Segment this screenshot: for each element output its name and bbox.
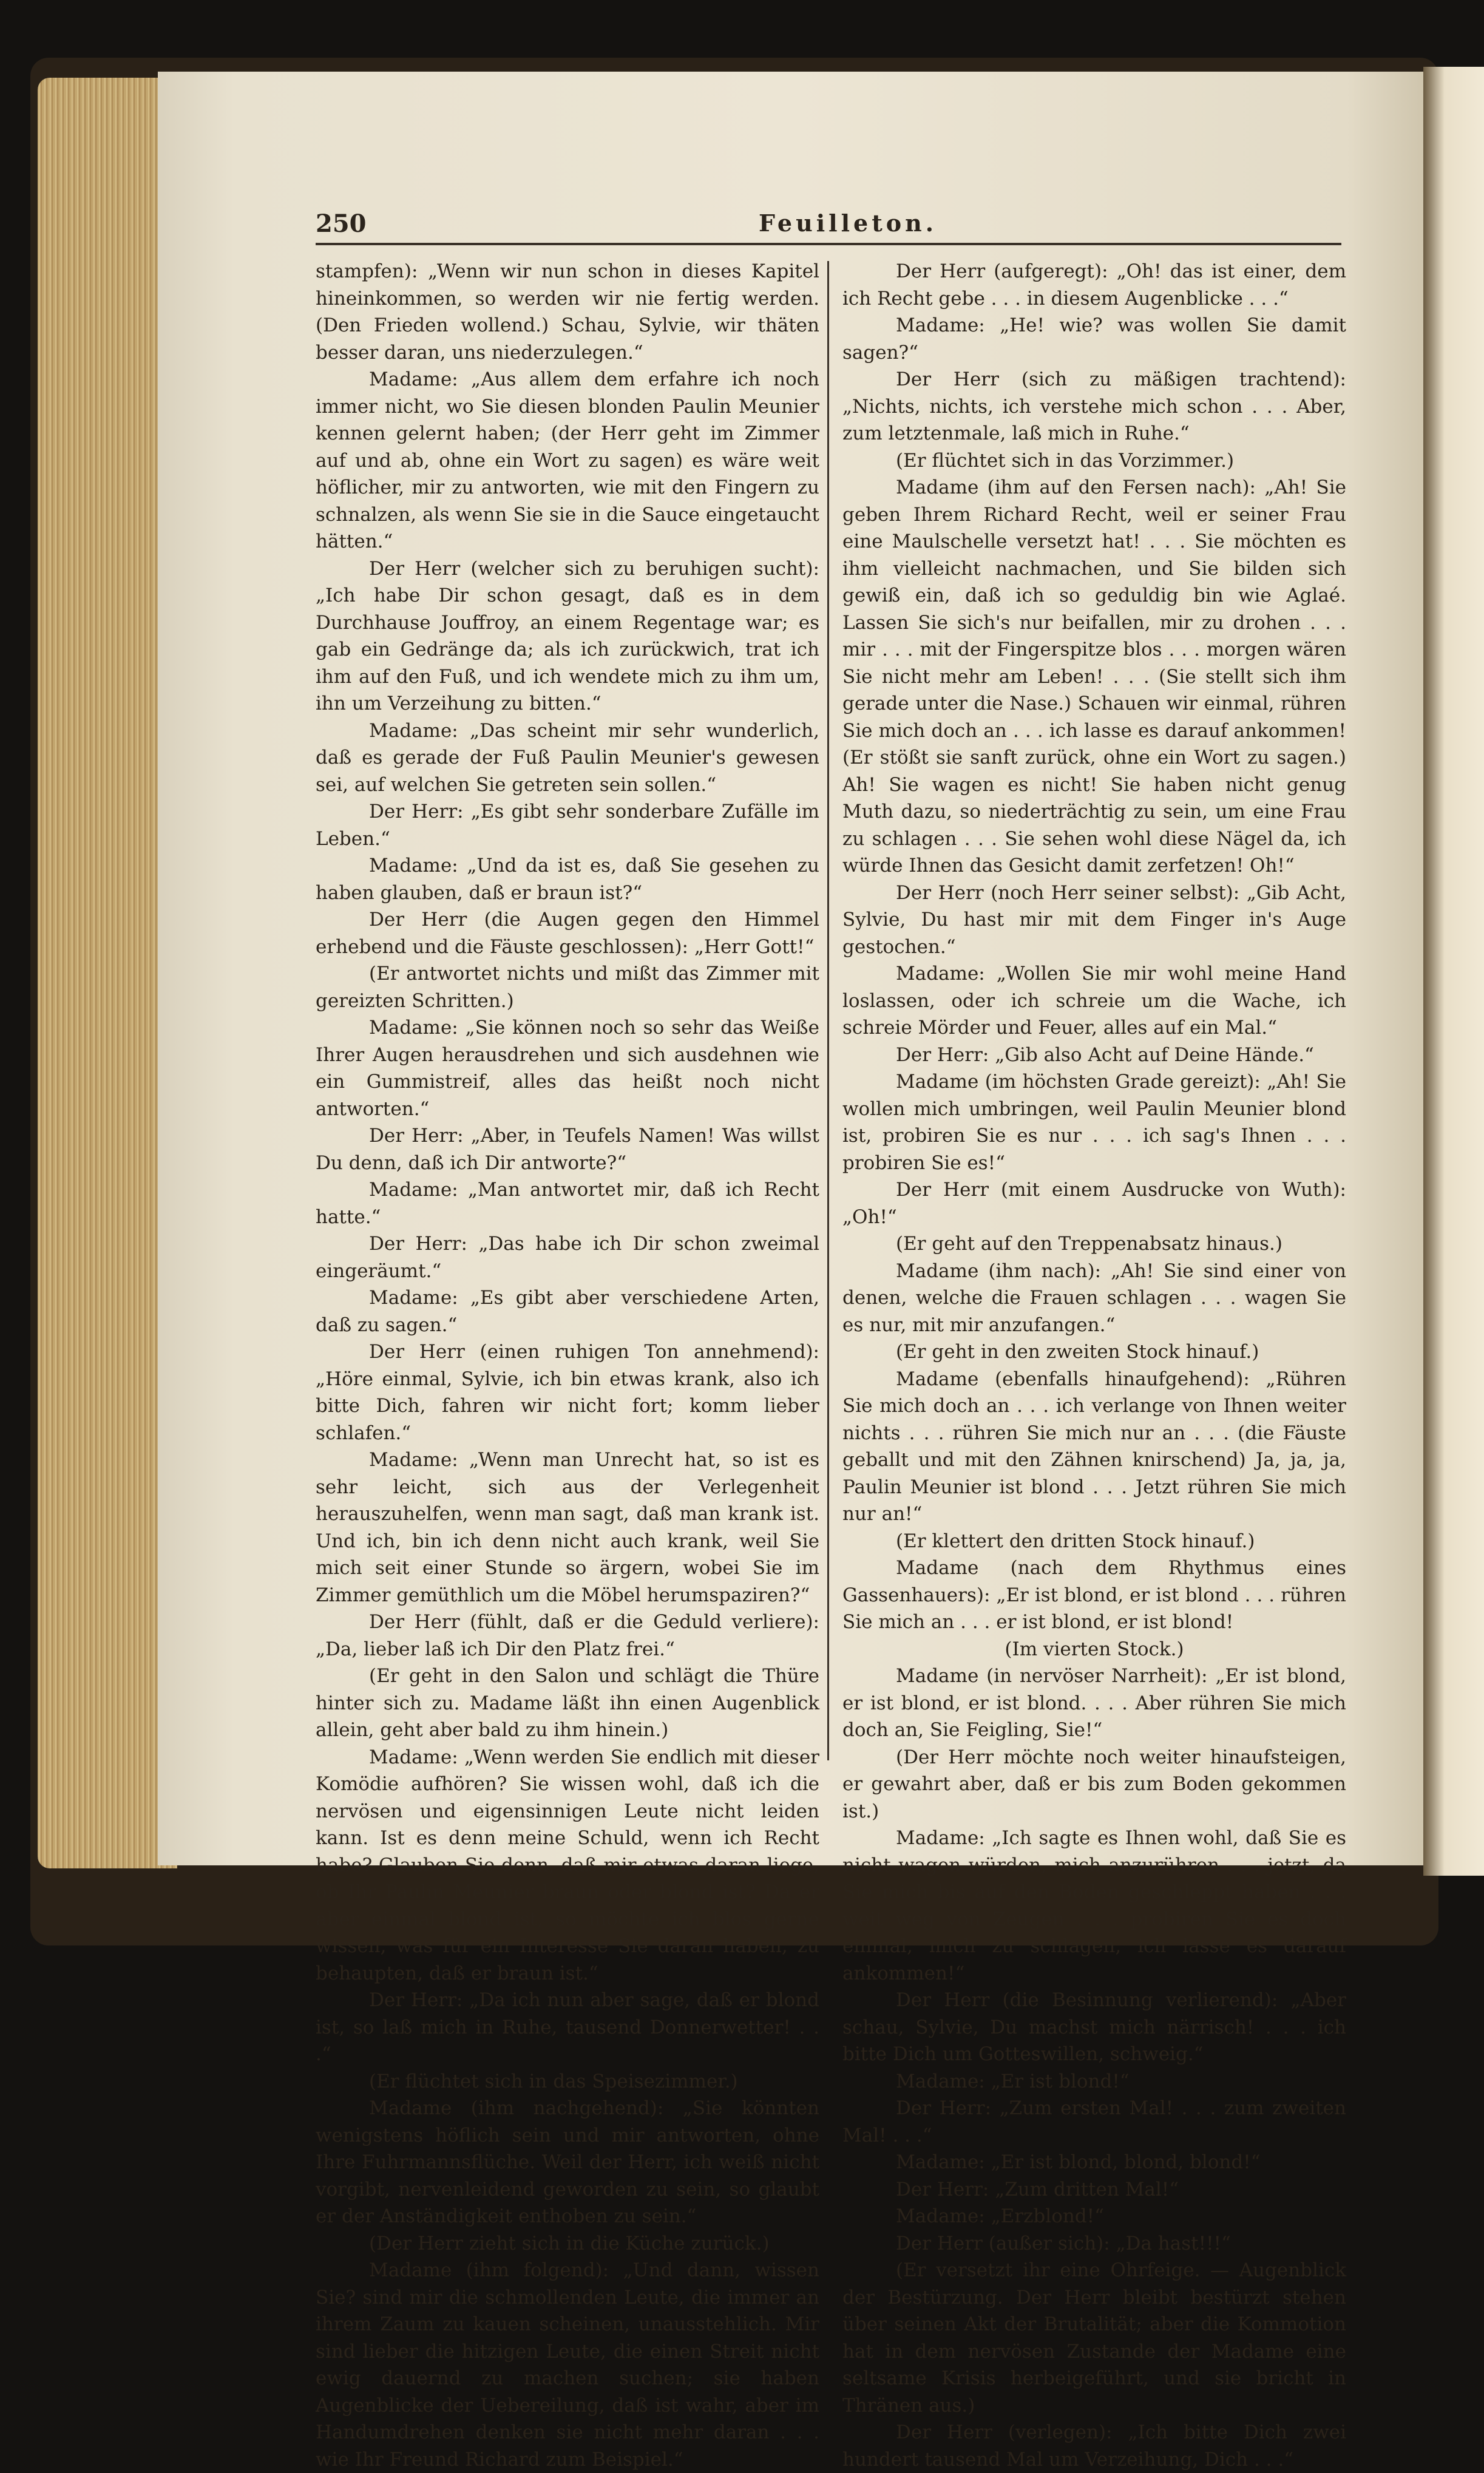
paragraph: Der Herr (fühlt, daß er die Geduld verliere): „Da, lieber laß ich Dir den Platz frei.“ (316, 1611, 819, 1660)
paragraph: Der Herr (einen ruhigen Ton annehmend): „Höre einmal, Sylvie, ich bin etwas krank, also ich bitte Dich, fahren wir nicht fort; komm lieber schlafen.“ (316, 1341, 819, 1444)
paragraph: Madame: „Es gibt aber verschiedene Arten, daß zu sagen.“ (316, 1287, 819, 1336)
paragraph: Madame: „Sie können noch so sehr das Weiße Ihrer Augen herausdrehen und sich ausdehnen wie ein Gummistreif, alles das heißt noch nicht antworten.“ (316, 1017, 819, 1120)
paragraph: Der Herr: „Aber, in Teufels Namen! Was willst Du denn, daß ich Dir antworte?“ (316, 1125, 819, 1174)
paragraph: Madame: „Das scheint mir sehr wunderlich, daß es gerade der Fuß Paulin Meunier's gewesen sei, auf welchen Sie getreten sein sollen.“ (316, 719, 819, 796)
running-head: Feuilleton. (759, 209, 937, 237)
paragraph: Der Herr (sich zu mäßigen trachtend): „Nichts, nichts, ich verstehe mich schon . . . Aber, zum letztenmale, laß mich in Ruhe.“ (842, 368, 1346, 444)
paragraph: Der Herr: „Zum ersten Mal! . . . zum zweiten Mal! . . .“ (842, 2097, 1346, 2146)
stage-direction: (Im vierten Stock.) (1005, 1638, 1184, 1660)
paragraph: Der Herr (mit einem Ausdrucke von Wuth): „Oh!“ (842, 1179, 1346, 1228)
stage-direction: (Er flüchtet sich in das Speisezimmer.) (369, 2070, 738, 2092)
stage-direction: (Er flüchtet sich in das Vorzimmer.) (896, 449, 1235, 472)
facing-page-edge (1423, 67, 1484, 1876)
stage-direction: (Er klettert den dritten Stock hinauf.) (896, 1530, 1255, 1552)
paragraph: stampfen): „Wenn wir nun schon in dieses Kapitel hineinkommen, so werden wir nie fertig werden. (Den Frieden wollend.) Schau, Sylvie, wir thäten besser daran, uns niederzulegen.“ (316, 260, 819, 364)
paragraph: Der Herr: „Es gibt sehr sonderbare Zufälle im Leben.“ (316, 801, 819, 850)
paragraph: Madame: „Erzblond!“ (896, 2205, 1104, 2227)
paragraph: Der Herr (verlegen): „Ich bitte Dich zwei hundert tausend Mal um Verzeihung, Dich . . .“ (842, 2421, 1346, 2471)
paragraph: Der Herr (die Augen gegen den Himmel erhebend und die Fäuste geschlossen): „Herr Gott!“ (316, 909, 819, 958)
paragraph: Madame (nach dem Rhythmus eines Gassenhauers): „Er ist blond, er ist blond . . . rühren Sie mich an . . . er ist blond, er ist blond! (842, 1557, 1346, 1633)
paragraph: Der Herr: „Gib also Acht auf Deine Hände.“ (896, 1043, 1314, 1066)
paragraph: Madame: „Aus allem dem erfahre ich noch immer nicht, wo Sie diesen blonden Paulin Meunier kennen gelernt haben; (der Herr geht im Zimmer auf und ab, ohne ein Wort zu sagen) es wäre weit höflicher, mir zu antworten, wie mit den Fingern zu schnalzen, als wenn Sie sie in die Sauce eingetaucht hätten.“ (316, 368, 819, 552)
paragraph: Madame: „Und da ist es, daß Sie gesehen zu haben glauben, daß er braun ist?“ (316, 855, 819, 904)
paragraph: Madame (ihm nachgehend): „Sie könnten wenigstens höflich sein und mir antworten, ohne Ihre Fuhrmannsflüche. Weil der Herr, ich weiß nicht vorgibt, nervenleidend geworden zu sein, so glaubt er der Anständigkeit enthoben zu sein.“ (316, 2097, 819, 2227)
stage-direction: (Er geht in den zweiten Stock hinauf.) (896, 1341, 1259, 1363)
paragraph: Der Herr (aufgeregt): „Oh! das ist einer, dem ich Recht gebe . . . in diesem Augenblicke . . .“ (842, 260, 1346, 310)
paragraph: Madame (in nervöser Narrheit): „Er ist blond, er ist blond, er ist blond. . . . Aber rühren Sie mich doch an, Sie Feigling, Sie!“ (842, 1665, 1346, 1741)
header-rule (316, 243, 1341, 245)
paragraph: Madame: „Er ist blond!“ (896, 2070, 1130, 2092)
paragraph: Madame (im höchsten Grade gereizt): „Ah! Sie wollen mich umbringen, weil Paulin Meunier blond ist, probiren Sie es nur . . . ich sag's Ihnen . . . probiren Sie es!“ (842, 1071, 1346, 1174)
paragraph: Madame (ihm auf den Fersen nach): „Ah! Sie geben Ihrem Richard Recht, weil er seiner Frau eine Maulschelle versetzt hat! . . . Sie möchten es ihm vielleicht nachmachen, und Sie bilden sich gewiß ein, daß ich so geduldig bin wie Aglaé. Lassen Sie sich's nur beifallen, mir zu drohen . . . mir . . . mit der Fingerspitze blos . . . morgen wären Sie nicht mehr am Leben! . . . (Sie stellt sich ihm gerade unter die Nase.) Schauen wir einmal, rühren Sie mich doch an . . . ich lasse es darauf ankommen! (Er stößt sie sanft zurück, ohne ein Wort zu sagen.) Ah! Sie wagen es nicht! Sie haben nicht genug Muth dazu, so niederträchtig zu sein, um eine Frau zu schlagen . . . Sie sehen wohl diese Nägel da, ich würde Ihnen das Gesicht damit zerfetzen! Oh!“ (842, 477, 1346, 877)
paragraph: Madame: „Er ist blond, blond, blond!“ (896, 2151, 1261, 2173)
stage-direction: (Er geht auf den Treppenabsatz hinaus.) (896, 1233, 1282, 1255)
paragraph: Madame: „Ich sagte es Ihnen wohl, daß Sie es nicht wagen würden, mich anzurühren . . . jetzt, da Sie mich bis auf den Boden geschleppt haben . . . weit weg von Zeugen . . . probiren Sie es doch einmal, mich zu schlagen, ich lasse es darauf ankommen!“ (842, 1827, 1346, 1984)
paragraph: Der Herr (die Besinnung verlierend): „Aber schau, Sylvie, Du machst mich närrisch! . . . ich bitte Dich um Gotteswillen, schweig.“ (842, 1989, 1346, 2065)
stage-direction: (Er antwortet nichts und mißt das Zimmer mit gereizten Schritten.) (316, 963, 819, 1012)
paragraph: Madame (ihm folgend): „Und dann, wissen Sie? sind mir die schmollenden Leute, die immer an ihrem Zaum zu kauen scheinen, unausstehlich. Mir sind lieber die hitzigen Leute, die einen Streit nicht ewig dauernd zu machen suchen; sie haben Augenblicke der Uebereilung, daß ist wahr, aber im Handumdrehen denken sie nicht mehr daran . . . wie Ihr Freund Richard zum Beispiel.“ (316, 2259, 819, 2471)
paragraph: Madame: „He! wie? was wollen Sie damit sagen?“ (842, 314, 1346, 364)
right-column (842, 258, 1346, 2471)
stage-direction: (Er versetzt ihr eine Ohrfeige. — Augenblick der Bestürzung. Der Herr bleibt bestürzt stehen über seinen Akt der Brutalität; aber die Kommotion hat in dem nervösen Zustande der Madame eine seltsame Krisis herbeigeführt, und sie bricht in Thränen aus.) (842, 2259, 1346, 2417)
paragraph: Madame (ebenfalls hinaufgehend): „Rühren Sie mich doch an . . . ich verlange von Ihnen weiter nichts . . . rühren Sie mich nur an . . . (die Fäuste geballt und mit den Zähnen knirschend) Ja, ja, ja, Paulin Meunier ist blond . . . Jetzt rühren Sie mich nur an!“ (842, 1368, 1346, 1525)
paragraph: Der Herr (außer sich): „Da hast!!!“ (896, 2232, 1231, 2254)
stage-direction: (Er geht in den Salon und schlägt die Thüre hinter sich zu. Madame läßt ihn einen Augenblick allein, geht aber bald zu ihm hinein.) (316, 1665, 819, 1741)
paragraph: Der Herr: „Das habe ich Dir schon zweimal eingeräumt.“ (316, 1233, 819, 1282)
left-column (316, 258, 819, 2471)
paragraph: Der Herr (noch Herr seiner selbst): „Gib Acht, Sylvie, Du hast mir mit dem Finger in's Auge gestochen.“ (842, 881, 1346, 958)
page-number: 250 (316, 209, 367, 238)
column-divider (827, 261, 829, 1760)
paragraph: Der Herr: „Da ich nun aber sage, daß er blond ist, so laß mich in Ruhe, tausend Donnerwetter! . . .“ (316, 1989, 819, 2065)
paragraph: Madame: „Wenn man Unrecht hat, so ist es sehr leicht, sich aus der Verlegenheit herauszuhelfen, wenn man sagt, daß man krank ist. Und ich, bin ich denn nicht auch krank, weil Sie mich seit einer Stunde so ärgern, wobei Sie im Zimmer gemüthlich um die Möbel herumspaziren?“ (316, 1449, 819, 1606)
paragraph: Der Herr (welcher sich zu beruhigen sucht): „Ich habe Dir schon gesagt, daß es in dem Durchhause Jouffroy, an einem Regentage war; es gab ein Gedränge da; als ich zurückwich, trat ich ihm auf den Fuß, und ich wendete mich zu ihm um, ihn um Verzeihung zu bitten.“ (316, 557, 819, 714)
paragraph: Madame: „Man antwortet mir, daß ich Recht hatte.“ (316, 1179, 819, 1228)
page-edges (38, 78, 177, 1868)
paragraph: Der Herr: „Zum dritten Mal!“ (896, 2178, 1179, 2200)
paragraph: Madame: „Wollen Sie mir wohl meine Hand loslassen, oder ich schreie um die Wache, ich schreie Mörder und Feuer, alles auf ein Mal.“ (842, 963, 1346, 1039)
page-header (316, 209, 1341, 240)
paragraph: Madame (ihm nach): „Ah! Sie sind einer von denen, welche die Frauen schlagen . . . wagen Sie es nur, mit mir anzufangen.“ (842, 1260, 1346, 1336)
stage-direction: (Der Herr zieht sich in die Küche zurück.) (369, 2232, 770, 2254)
stage-direction: (Der Herr möchte noch weiter hinaufsteigen, er gewahrt aber, daß er bis zum Boden gekommen ist.) (842, 1746, 1346, 1822)
paragraph: Madame: „Wenn werden Sie endlich mit dieser Komödie aufhören? Sie wissen wohl, daß ich die nervösen und eigensinnigen Leute nicht leiden kann. Ist es denn meine Schuld, wenn ich Recht habe? Glauben Sie denn, daß mir etwas daran liege, ob Ihr Paulin Meunier braun oder blond ist? Da er aber einmal blond ist, so möchte ich blos gerne wissen, was für ein Interesse Sie daran haben, zu behaupten, daß er braun ist.“ (316, 1746, 819, 1984)
